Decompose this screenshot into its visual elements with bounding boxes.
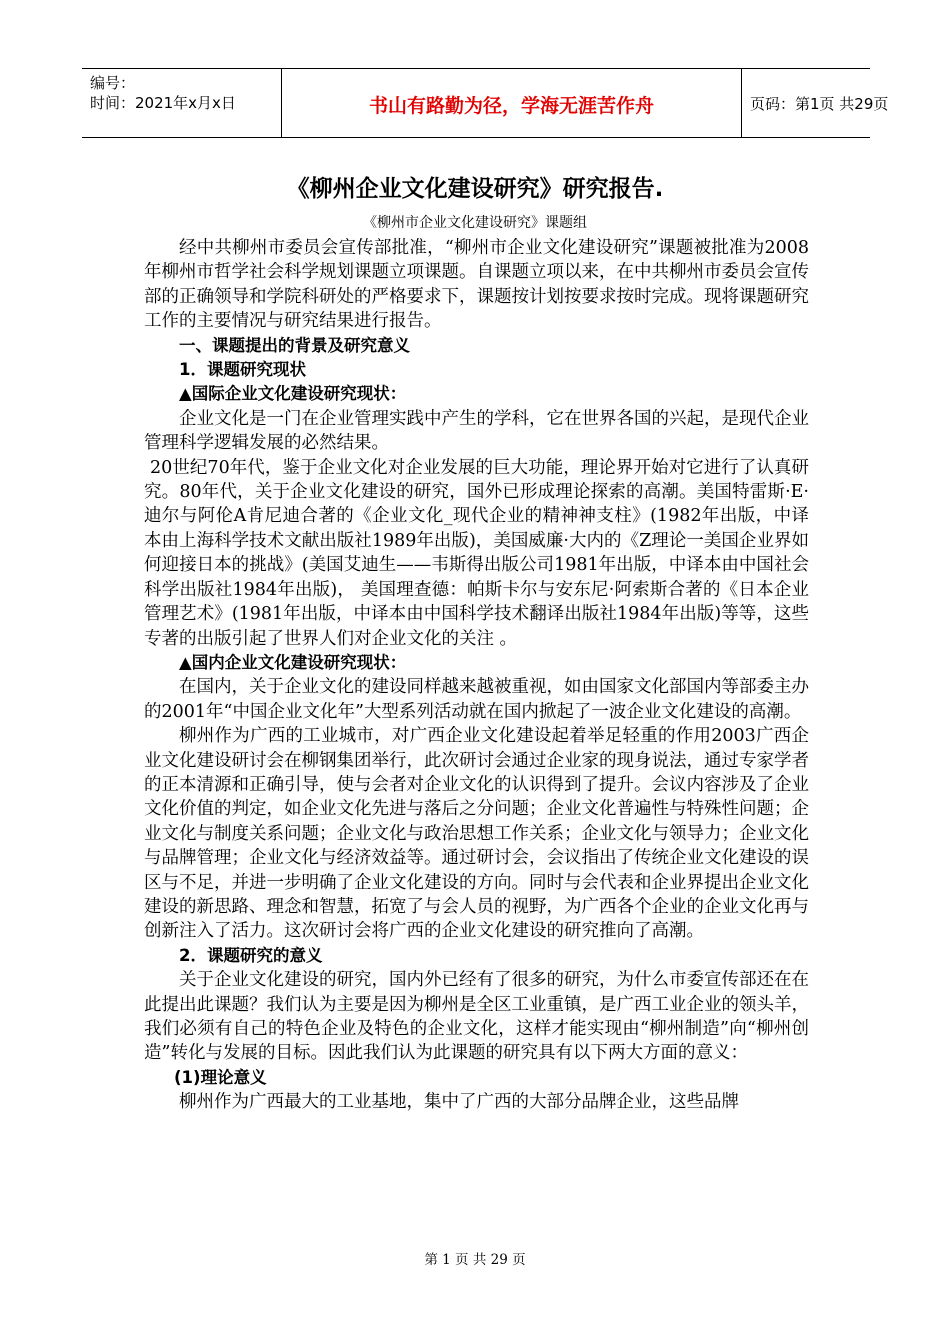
paragraph-domestic: 在国内，关于企业文化的建设同样越来越被重视，如由国家文化部国内等部委主办的2001年“中国企业文化年”大型系列活动就在国内掀起了一波企业文化建设的高潮。	[144, 677, 809, 722]
paragraph-discipline: 企业文化是一门在企业管理实践中产生的学科，它在世界各国的兴起，是现代企业管理科学逻辑发展的必然结果。	[144, 408, 809, 454]
code-label: 编号：	[90, 74, 136, 92]
paragraph-liuzhou: 柳州作为广西的工业城市，对广西企业文化建设起着举足轻重的作用2003广西企业文化建设研讨会在柳钢集团举行，此次研讨会通过企业家的现身说法，通过专家学者的正本清源和正确引导，使与会者对企业文化的认识得到了提升。会议内容涉及了企业文化价值的判定，如企业文化先进与落后之分问题；企业文化普遍性与特殊性问题；企业文化与制度关系问题；企业文化与政治思想工作关系；企业文化与领导力；企业文化与品牌管理；企业文化与经济效益等。通过研讨会，会议指出了传统企业文化建设的误区与不足，并进一步明确了企业文化建设的方向。同时与会代表和企业界提出企业文化建设的新思路、理念和智慧，拓宽了与会人员的视野，为广西各个企业的企业文化再与创新注入了活力。这次研讨会将广西的企业文化建设的研究推向了高潮。	[144, 726, 809, 942]
header-page-label: 页码：第1页 共29页	[750, 95, 889, 113]
motto-text: 书山有路勤为径，学海无涯苦作舟	[368, 95, 654, 117]
paragraph-foreign-research: 20世纪70年代，鉴于企业文化对企业发展的巨大功能，理论界开始对它进行了认真研究。80年代，关于企业文化建设的研究，国外已形成理论探索的高潮。美国特雷斯·E·迪尔与阿伦A肯尼迪合著的《企业文化_现代企业的精神神支柱》(1982年出版，中译本由上海科学技术文献出版社1989年出版)，美国威廉·大内的《Z理论一美国企业界如何迎接日本的挑战》(美国艾迪生——韦斯得出版公司1981年出版，中译本由中国社会科学出版社1984年出版)， 美国理查德：帕斯卡尔与安东尼·阿索斯合著的《日本企业管理艺术》(1981年出版，中译本由中国科学技术翻译出版社1984年出版)等等，这些专著的出版引起了世界人们对企业文化的关注 。	[144, 457, 809, 649]
subsection-heading-domestic: ▲国内企业文化建设研究现状：	[179, 652, 407, 672]
paragraph-significance: 关于企业文化建设的研究，国内外已经有了很多的研究，为什么市委宣传部还在在此提出此课题？我们认为主要是因为柳州是全区工业重镇，是广西工业企业的领头羊，我们必须有自己的特色企业及特色的企业文化，这样才能实现由“柳州制造”向“柳州创造”转化与发展的目标。因此我们认为此课题的研究具有以下两大方面的意义：	[144, 970, 809, 1064]
document-title: 《柳州企业文化建设研究》研究报告.	[286, 176, 664, 202]
date-label: 时间：2021年x月x日	[90, 94, 236, 112]
subsection-heading-theory: (1)理论意义	[174, 1067, 267, 1087]
header-meta	[90, 73, 236, 113]
subsection-heading-1: 1．课题研究现状	[179, 360, 306, 380]
page-footer: 第 1 页 共 29 页	[424, 1252, 526, 1268]
page-header	[82, 68, 889, 138]
section-heading-1: 一、课题提出的背景及研究意义	[179, 335, 410, 355]
paragraph-theory: 柳州作为广西最大的工业基地，集中了广西的大部分品牌企业，这些品牌	[179, 1092, 739, 1113]
document-subtitle: 《柳州市企业文化建设研究》课题组	[363, 215, 587, 231]
subsection-heading-international: ▲国际企业文化建设研究现状：	[179, 384, 407, 404]
paragraph-intro: 经中共柳州市委员会宣传部批准，“柳州市企业文化建设研究”课题被批准为2008年柳州市哲学社会科学规划课题立项课题。自课题立项以来，在中共柳州市委员会宣传部的正确领导和学院科研处的严格要求下，课题按计划按要求按时完成。现将课题研究工作的主要情况与研究结果进行报告。	[144, 238, 809, 332]
subsection-heading-2: 2．课题研究的意义	[179, 945, 323, 965]
header-motto-cell	[281, 69, 742, 137]
document-body	[144, 236, 809, 1115]
